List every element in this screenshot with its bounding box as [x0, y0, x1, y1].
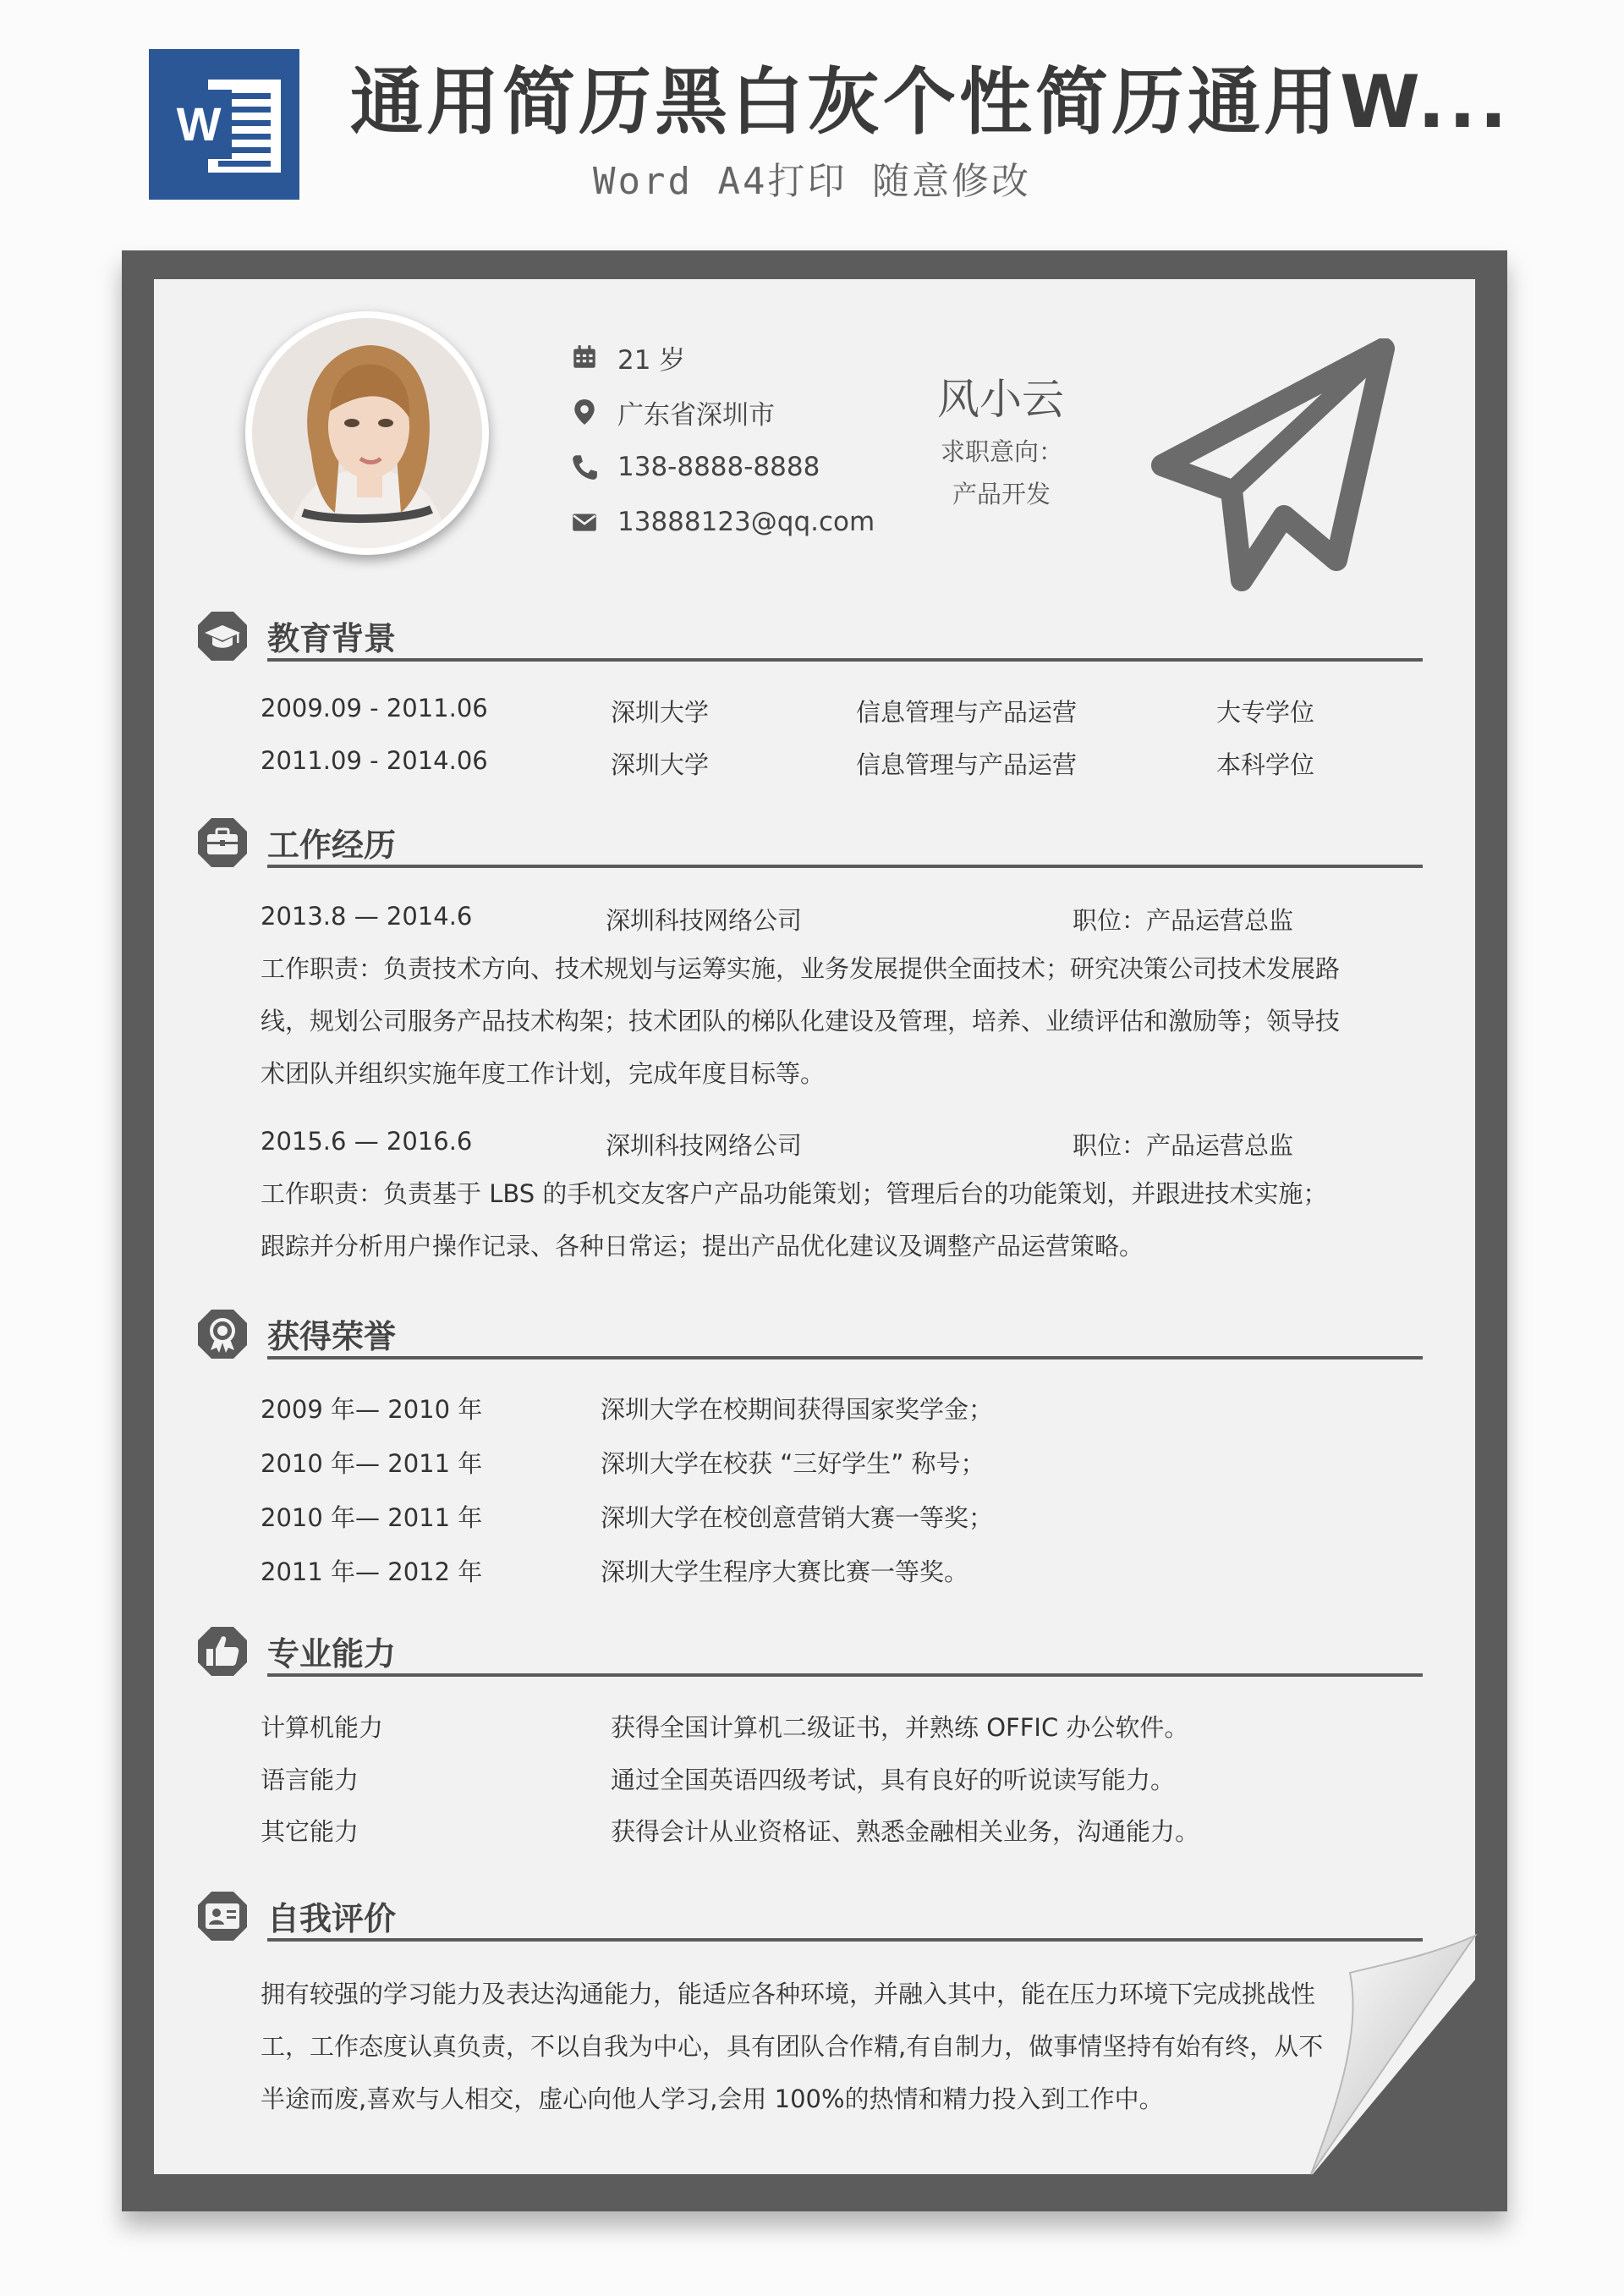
job-position: 职位：产品运营总监 [1073, 1131, 1294, 1160]
graduation-cap-icon [196, 610, 249, 662]
age-text: 21 岁 [617, 344, 686, 376]
honors-section-title: 获得荣誉 [267, 1318, 397, 1355]
job-company: 深圳科技网络公司 [606, 906, 803, 935]
skill-desc: 通过全国英语四级考试，具有良好的听说读写能力。 [611, 1766, 1176, 1794]
paper-plane-icon [1150, 338, 1396, 592]
phone-text: 138-8888-8888 [617, 452, 820, 482]
skills-section-title: 专业能力 [267, 1635, 397, 1673]
skill-name: 计算机能力 [261, 1713, 384, 1742]
skill-name: 语言能力 [261, 1766, 359, 1794]
document-subtitle: Word A4打印 随意修改 [593, 160, 1031, 203]
age-row [570, 338, 685, 376]
work-section-title: 工作经历 [267, 827, 397, 864]
svg-text:W: W [176, 97, 222, 151]
job-duties: 工作职责：负责基于 LBS 的手机交友客户产品功能策划；管理后台的功能策划，并跟进技术实施；跟踪并分析用户操作记录、各种日常运；提出产品优化建议及调整产品运营策略。 [261, 1179, 1328, 1261]
job-intent-value: 产品开发 [952, 480, 1051, 508]
skill-name: 其它能力 [261, 1817, 359, 1846]
honor-period: 2010 年— 2011 年 [261, 1449, 483, 1478]
honor-period: 2011 年— 2012 年 [261, 1557, 483, 1586]
thumbs-up-icon [196, 1625, 249, 1678]
section-divider [267, 1673, 1423, 1677]
honor-period: 2009 年— 2010 年 [261, 1395, 483, 1424]
document-title: 通用简历黑白灰个性简历通用W... [350, 60, 1511, 145]
self-eval-text: 拥有较强的学习能力及表达沟通能力，能适应各种环境，并融入其中，能在压力环境下完成挑战性工，工作态度认真负责，不以自我为中心，具有团队合作精,有自制力，做事情坚持有始有终，从不半途而废,喜欢与人相交，虚心向他人学习,会用 100%的热情和精力投入到工作中。 [261, 1980, 1324, 2113]
skill-desc: 获得会计从业资格证、熟悉金融相关业务，沟通能力。 [611, 1817, 1200, 1846]
medal-icon [196, 1308, 249, 1360]
candidate-name: 风小云 [937, 375, 1064, 424]
job-position: 职位：产品运营总监 [1073, 906, 1294, 935]
job-duties: 工作职责：负责技术方向、技术规划与运筹实施，业务发展提供全面技术；研究决策公司技术发展路线，规划公司服务产品技术构架；技术团队的梯队化建设及管理，培养、业绩评估和激励等；领导技术团队并组织实施年度工作计划，完成年度目标等。 [261, 954, 1341, 1088]
edu-period: 2009.09 - 2011.06 [261, 694, 488, 722]
self-eval-section-title: 自我评价 [267, 1900, 397, 1937]
edu-degree: 本科学位 [1216, 750, 1315, 779]
edu-school: 深圳大学 [611, 750, 710, 779]
job-company: 深圳科技网络公司 [606, 1131, 803, 1160]
phone-icon [570, 453, 599, 481]
honor-desc: 深圳大学在校期间获得国家奖学金； [601, 1395, 994, 1424]
education-section-title: 教育背景 [267, 620, 397, 657]
edu-degree: 大专学位 [1216, 698, 1315, 727]
edu-major: 信息管理与产品运营 [856, 750, 1078, 779]
section-divider [267, 1356, 1423, 1359]
location-text: 广东省深圳市 [617, 399, 775, 431]
section-divider [267, 658, 1423, 662]
avatar [245, 311, 489, 555]
honor-desc: 深圳大学生程序大赛比赛一等奖。 [601, 1557, 969, 1586]
job-intent-label: 求职意向： [941, 437, 1064, 466]
honor-desc: 深圳大学在校获 “三好学生” 称号； [601, 1449, 985, 1478]
email-text: 13888123@qq.com [617, 507, 875, 537]
briefcase-icon [196, 816, 249, 869]
section-divider [267, 1938, 1423, 1942]
honor-desc: 深圳大学在校创意营销大赛一等奖； [601, 1503, 994, 1532]
edu-major: 信息管理与产品运营 [856, 698, 1078, 727]
job-period: 2013.8 — 2014.6 [261, 902, 473, 931]
skill-desc: 获得全国计算机二级证书，并熟练 OFFIC 办公软件。 [611, 1713, 1189, 1742]
email-row [570, 503, 875, 541]
mail-icon [570, 508, 599, 536]
location-row [570, 393, 775, 431]
location-pin-icon [570, 398, 599, 426]
job-period: 2015.6 — 2016.6 [261, 1127, 473, 1156]
section-divider [267, 865, 1423, 868]
honor-period: 2010 年— 2011 年 [261, 1503, 483, 1532]
edu-period: 2011.09 - 2014.06 [261, 746, 488, 775]
person-card-icon [196, 1890, 249, 1942]
calendar-icon [570, 343, 599, 371]
phone-row [570, 448, 820, 486]
edu-school: 深圳大学 [611, 698, 710, 727]
